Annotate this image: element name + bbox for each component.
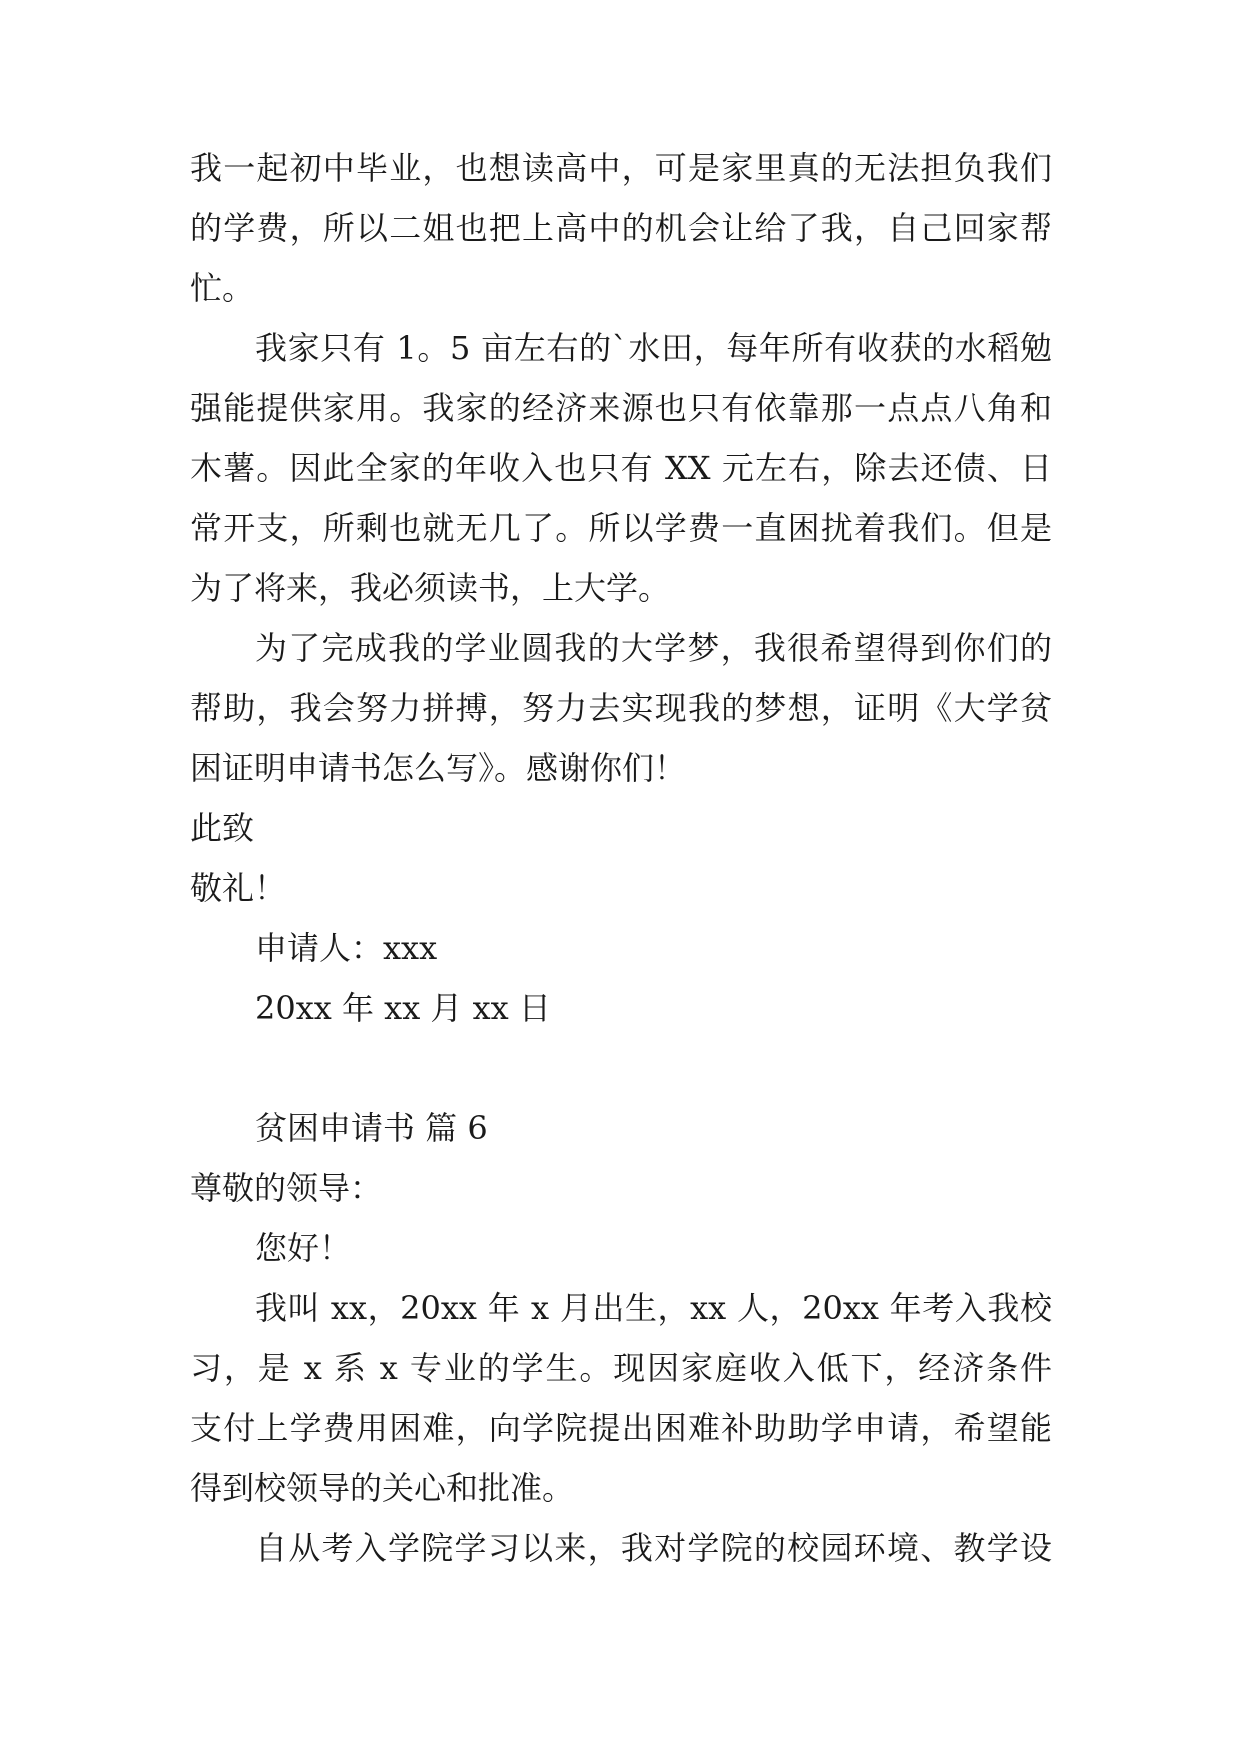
salutation: 尊敬的领导： [190, 1169, 383, 1207]
body-text-line: 木薯。因此全家的年收入也只有 XX 元左右，除去还债、日 [190, 449, 1052, 487]
body-text-line: 帮助，我会努力拼搏，努力去实现我的梦想，证明《大学贫 [190, 689, 1052, 727]
body-text-line: 习，是 x 系 x 专业的学生。现因家庭收入低下，经济条件 [190, 1349, 1052, 1387]
body-text-line: 强能提供家用。我家的经济来源也只有依靠那一点点八角和 [190, 389, 1052, 427]
body-text-line: 忙。 [190, 269, 255, 307]
body-text-line: 常开支，所剩也就无几了。所以学费一直困扰着我们。但是 [190, 509, 1052, 547]
greeting: 您好！ [255, 1229, 352, 1267]
body-text-line: 我家只有 1。5 亩左右的`水田，每年所有收获的水稻勉 [255, 329, 1052, 367]
section-title: 贫困申请书 篇 6 [255, 1109, 488, 1147]
closing-respect: 敬礼！ [190, 869, 287, 907]
applicant-signature: 申请人：xxx [255, 929, 438, 967]
body-text-line: 困证明申请书怎么写》。感谢你们！ [190, 749, 687, 787]
body-text-line: 我叫 xx，20xx 年 x 月出生，xx 人，20xx 年考入我校 [255, 1289, 1052, 1327]
body-text-line: 支付上学费用困难，向学院提出困难补助助学申请，希望能 [190, 1409, 1052, 1447]
body-text-line: 我一起初中毕业，也想读高中，可是家里真的无法担负我们 [190, 149, 1052, 187]
body-text-line: 得到校领导的关心和批准。 [190, 1469, 575, 1507]
signature-date: 20xx 年 xx 月 xx 日 [255, 989, 551, 1027]
closing-salutation: 此致 [190, 809, 255, 847]
body-text-line: 为了将来，我必须读书，上大学。 [190, 569, 671, 607]
body-text-line: 为了完成我的学业圆我的大学梦，我很希望得到你们的 [255, 629, 1052, 667]
body-text-line: 自从考入学院学习以来，我对学院的校园环境、教学设 [255, 1529, 1052, 1567]
body-text-line: 的学费，所以二姐也把上高中的机会让给了我，自己回家帮 [190, 209, 1052, 247]
